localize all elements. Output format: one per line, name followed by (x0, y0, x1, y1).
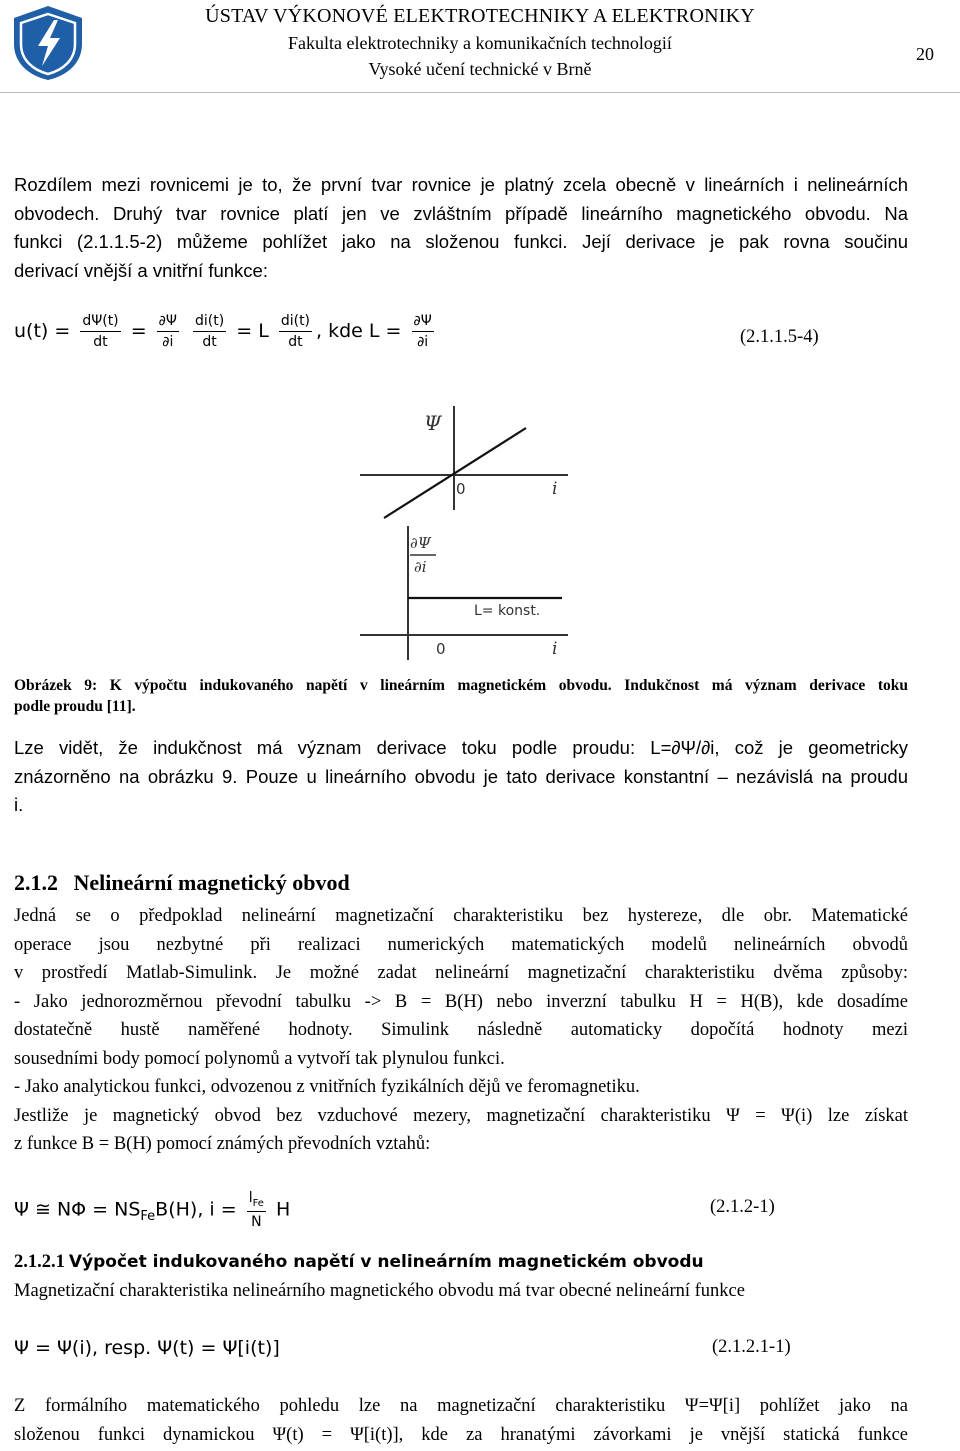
text-line: - Jako jednorozměrnou převodní tabulku -> B = B(H) nebo inverzní tabulku H = H(B), kde dosadíme (14, 991, 908, 1012)
fraction-numerator-main: l (248, 1190, 253, 1206)
origin-label: 0 (456, 480, 466, 498)
eq-term: B(H), i = (155, 1198, 237, 1221)
origin-label-lower: 0 (436, 640, 446, 658)
fraction-denominator: N (251, 1213, 262, 1230)
university-name: Vysoké učení technické v Brně (368, 59, 592, 79)
section-heading (14, 870, 350, 896)
page-number: 20 (916, 44, 934, 64)
eq-term: , kde L = (316, 320, 402, 342)
paragraph-composite (14, 1392, 908, 1449)
equation-number: (2.1.2-1) (710, 1197, 775, 1217)
fraction-numerator: dΨ(t) (80, 313, 120, 332)
text-line: Rozdílem mezi rovnicemi je to, že první tvar rovnice je platný zcela obecně v lineárních i nelineárních (14, 174, 908, 195)
text-line: - Jako analytickou funkci, odvozenou z vnitřních fyzikálních dějů ve feromagnetiku. (14, 1077, 640, 1097)
text-line: znázorněno na obrázku 9. Pouze u lineárního obvodu je tato derivace konstantní – nezávislá na proudu (14, 765, 908, 787)
equation-flux-linkage (14, 1190, 290, 1230)
text-line: derivací vnější a vnitřní funkce: (14, 259, 268, 281)
equation-inductance (14, 313, 438, 350)
fraction-numerator: di(t) (193, 313, 226, 332)
caption-line: Obrázek 9: K výpočtu indukovaného napětí v lineárním magnetickém obvodu. Indukčnost má význam derivace toku (14, 677, 908, 694)
equation-number: (2.1.2.1-1) (712, 1337, 791, 1357)
constant-label: L= konst. (474, 603, 541, 619)
subsection-number: 2.1.2.1 (14, 1252, 65, 1272)
text-line: funkci (2.1.1.5-2) můžeme pohlížet jako na složenou funkci. Její derivace je pak rovna součinu (14, 231, 908, 252)
section-title: Nelineární magnetický obvod (73, 870, 350, 895)
eq-term: H (275, 1198, 291, 1221)
fraction (157, 313, 179, 350)
text-line: z funkce B = B(H) pomocí známých převodních vztahů: (14, 1134, 431, 1154)
fraction-denominator: dt (93, 334, 108, 350)
text-line: Jedná se o předpoklad nelineární magnetizační charakteristiku bez hystereze, dle obr. Matematické (14, 906, 908, 926)
text-line: sousedními body pomocí polynomů a vytvoří tak plynulou funkci. (14, 1048, 505, 1069)
text-line: v prostředí Matlab-Simulink. Je možné zadat nelineární magnetizační charakteristiku dvěma způsoby: (14, 963, 908, 983)
fraction-denominator: dt (202, 334, 217, 350)
university-logo (8, 4, 88, 82)
paragraph-nonlinear (14, 902, 908, 1159)
text-line: složenou funkci dynamickou Ψ(t) = Ψ[i(t)], kde za hranatými závorkami je vnější statická funkce (14, 1424, 908, 1445)
equation-number: (2.1.1.5-4) (740, 327, 819, 347)
fraction-numerator: di(t) (279, 313, 312, 332)
text-line: i. (14, 794, 24, 815)
figure-caption (14, 675, 908, 717)
fraction (247, 1190, 266, 1230)
fraction (412, 313, 434, 350)
fraction-numerator-sub: Fe (252, 1197, 264, 1209)
text-line: Magnetizační charakteristika nelineárního magnetického obvodu má tvar obecné nelineární funkce (14, 1281, 745, 1301)
eq-lhs: u(t) = (14, 320, 71, 342)
institute-name: ÚSTAV VÝKONOVÉ ELEKTROTECHNIKY A ELEKTRONIKY (205, 5, 755, 27)
text-line: Jestliže je magnetický obvod bez vzduchové mezery, magnetizační charakteristiku Ψ = Ψ(i) lze získat (14, 1105, 908, 1126)
paragraph-inductance (14, 734, 908, 820)
text-line: operace jsou nezbytné při realizaci numerických matematických modelů nelineárních obvodů (14, 934, 908, 955)
fraction-denominator: ∂i (417, 334, 429, 350)
subsection-heading (14, 1252, 704, 1273)
equation-psi-function: Ψ = Ψ(i), resp. Ψ(t) = Ψ[i(t)] (14, 1337, 280, 1359)
fraction (80, 313, 120, 350)
header-divider (0, 92, 960, 93)
derivative-label-den: ∂i (414, 558, 427, 576)
fraction-denominator: dt (288, 334, 303, 350)
fraction-numerator: ∂Ψ (412, 313, 434, 332)
psi-axis-label: Ψ (424, 411, 442, 435)
i-axis-label-lower: i (552, 639, 558, 659)
text-line: obvodech. Druhý tvar rovnice platí jen ve zvláštním případě lineárního magnetického obvodu. Na (14, 202, 908, 224)
caption-line: podle proudu [11]. (14, 698, 136, 715)
fraction-numerator: ∂Ψ (157, 313, 179, 332)
faculty-name: Fakulta elektrotechniky a komunikačních technologií (288, 33, 672, 53)
fraction (279, 313, 312, 350)
paragraph-characteristic (14, 1277, 908, 1306)
figure-inductance-graphs (356, 398, 576, 664)
text-line: dostatečně hustě naměřené hodnoty. Simulink následně automaticky dopočítá hodnoty mezi (14, 1020, 908, 1040)
eq-sign: = (130, 320, 147, 342)
eq-lhs: Ψ ≅ NΦ = NS (14, 1198, 141, 1221)
eq-subscript: Fe (140, 1209, 156, 1225)
text-line: Z formálního matematického pohledu lze na magnetizační charakteristiku Ψ=Ψ[i] pohlížet jako na (14, 1396, 908, 1416)
fraction-numerator (247, 1190, 266, 1212)
subsection-title: Výpočet indukovaného napětí v nelineárním magnetickém obvodu (68, 1252, 704, 1272)
fraction-denominator: ∂i (162, 334, 174, 350)
i-axis-label: i (552, 479, 558, 499)
eq-term: = L (236, 320, 269, 342)
paragraph-intro (14, 171, 908, 285)
derivative-label-num: ∂Ψ (410, 534, 431, 552)
section-number: 2.1.2 (14, 870, 58, 895)
fraction (193, 313, 226, 350)
text-line: Lze vidět, že indukčnost má význam derivace toku podle proudu: L=∂Ψ/∂i, což je geometricky (14, 737, 908, 758)
